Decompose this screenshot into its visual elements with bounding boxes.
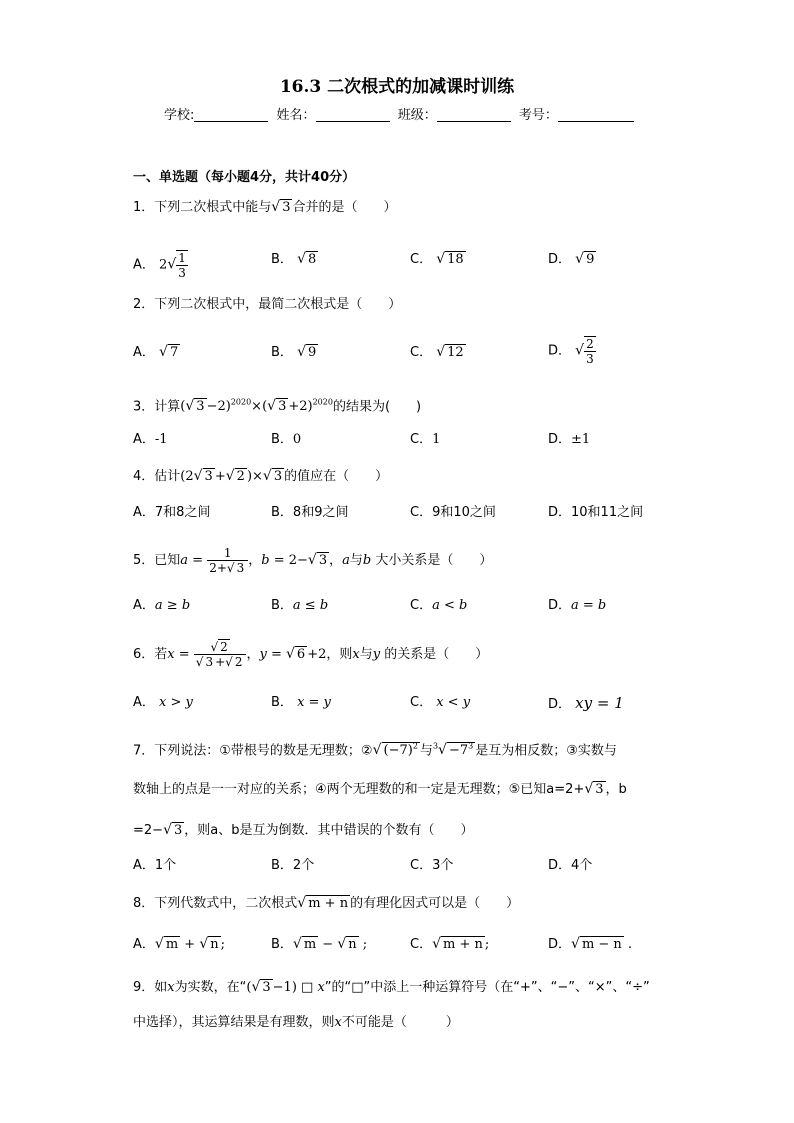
school-blank[interactable] (194, 107, 268, 122)
q3-option-c[interactable]: C．1 (410, 432, 441, 447)
number-label: 考号： (518, 108, 558, 123)
q6-option-d[interactable]: D． xy = 1 (548, 694, 624, 712)
q8-option-a[interactable]: A．√ m + √ n ; (133, 936, 226, 952)
q7-option-d[interactable]: D．4个 (548, 858, 593, 873)
q5-option-a[interactable]: A．a ≥ b (133, 598, 191, 613)
question-7-line-3: =2−√ 3 ，则a、b是互为倒数．其中错误的个数有（ ） (133, 822, 474, 838)
section-heading: 一、单选题（每小题4分，共计40分） (133, 170, 356, 185)
q5-option-c[interactable]: C．a < b (410, 598, 468, 613)
q3-expression: (√ 3 −2)$^{2020}$×(√ 3 +2)$^{2020}$ (180, 398, 333, 415)
question-9-line-2: 中选择），其运算结果是有理数，则x不可能是（ ） (133, 1015, 459, 1030)
question-3: 3．计算(√ 3 −2)$^{2020}$×(√ 3 +2)$^{2020}$的结果为( ) (133, 398, 422, 415)
name-blank[interactable] (316, 107, 390, 122)
q6-option-a[interactable]: A． x > y (133, 695, 193, 710)
q2-option-d[interactable]: D． √ $\frac{2}{3}$ (548, 337, 594, 366)
q4-expression: (2√ 3 +√ 2 )×√ 3 (180, 468, 283, 484)
question-7-line-2: 数轴上的点是一一对应的关系；④两个无理数的和一定是无理数；⑤已知a=2+√ 3 ，b (133, 781, 627, 797)
question-1 (133, 198, 397, 217)
q1-option-d[interactable]: D． √ 9 (548, 251, 595, 267)
q2-option-c[interactable]: C． √ 12 (410, 344, 464, 360)
q7-option-c[interactable]: C．3个 (410, 858, 454, 873)
q1-option-b[interactable]: B． √ 8 (271, 251, 317, 267)
q3-option-b[interactable]: B．0 (271, 432, 302, 447)
q4-option-a[interactable]: A．7和8之间 (133, 505, 211, 520)
question-2: 2．下列二次根式中，最简二次根式是（ ） (133, 297, 402, 312)
q4-option-c[interactable]: C．9和10之间 (410, 505, 496, 520)
q4-option-b[interactable]: B．8和9之间 (271, 505, 349, 520)
sqrt-3: √ 3 (271, 199, 291, 215)
q4-option-d[interactable]: D．10和11之间 (548, 505, 644, 520)
school-label: 学校: (164, 108, 195, 123)
question-4: 4．估计(2√ 3 +√ 2 )×√ 3 的值应在（ ） (133, 468, 389, 484)
question-9-line-1: 9．如x为实数，在“(√ 3 −1) □ x”的“□”中添上一种运算符号（在“+”、“−”、“×”、“÷” (133, 979, 650, 995)
q6-option-b[interactable]: B． x = y (271, 695, 331, 710)
q1-option-c[interactable]: C． √ 18 (410, 251, 464, 267)
q3-option-a[interactable]: A．-1 (133, 432, 168, 447)
question-8: 8．下列代数式中，二次根式√ m + n 的有理化因式可以是（ ） (133, 895, 520, 911)
question-7-line-1: 7．下列说法：①带根号的数是无理数；②√ $(-7)^2$ 与$^3√ -7^3$ 是互为相反数；③实数与 (133, 742, 617, 759)
q7-option-a[interactable]: A．1个 (133, 858, 177, 873)
page-title: 16.3 二次根式的加减课时训练 (279, 77, 515, 97)
q6-option-c[interactable]: C． x < y (410, 695, 471, 710)
q5-option-b[interactable]: B．a ≤ b (271, 598, 329, 613)
class-blank[interactable] (437, 107, 511, 122)
question-5: 5．已知a = $\frac{1}{2+√ 3}$ ，b = 2−√ 3 ，a与b 大小关系是（ ） (133, 546, 493, 575)
q7-option-b[interactable]: B．2个 (271, 858, 315, 873)
name-label: 姓名： (276, 108, 316, 123)
q3-option-d[interactable]: D．±1 (548, 432, 591, 447)
q8-option-b[interactable]: B．√ m − √ n ; (271, 936, 368, 952)
question-1-text: 1．下列二次根式中能与 (133, 200, 272, 215)
question-6: 6．若x = $\frac{√ 2}{√ 3 +√ 2}$ ，y = √ 6 +2，则x与y 的关系是（ ） (133, 640, 489, 669)
class-label: 班级： (397, 108, 437, 123)
q2-option-b[interactable]: B． √ 9 (271, 344, 317, 360)
q5-option-d[interactable]: D．a = b (548, 598, 607, 613)
q2-option-a[interactable]: A． √ 7 (133, 344, 179, 360)
question-1-text-end: 合并的是（ ） (292, 200, 397, 215)
q8-option-d[interactable]: D．√ m − n . (548, 936, 633, 952)
q8-option-c[interactable]: C．√ m + n ; (410, 936, 490, 952)
student-info-line (164, 104, 638, 123)
q1-option-a[interactable]: A． 2√ $\frac{1}{3}$ (133, 251, 186, 280)
number-blank[interactable] (558, 107, 634, 122)
